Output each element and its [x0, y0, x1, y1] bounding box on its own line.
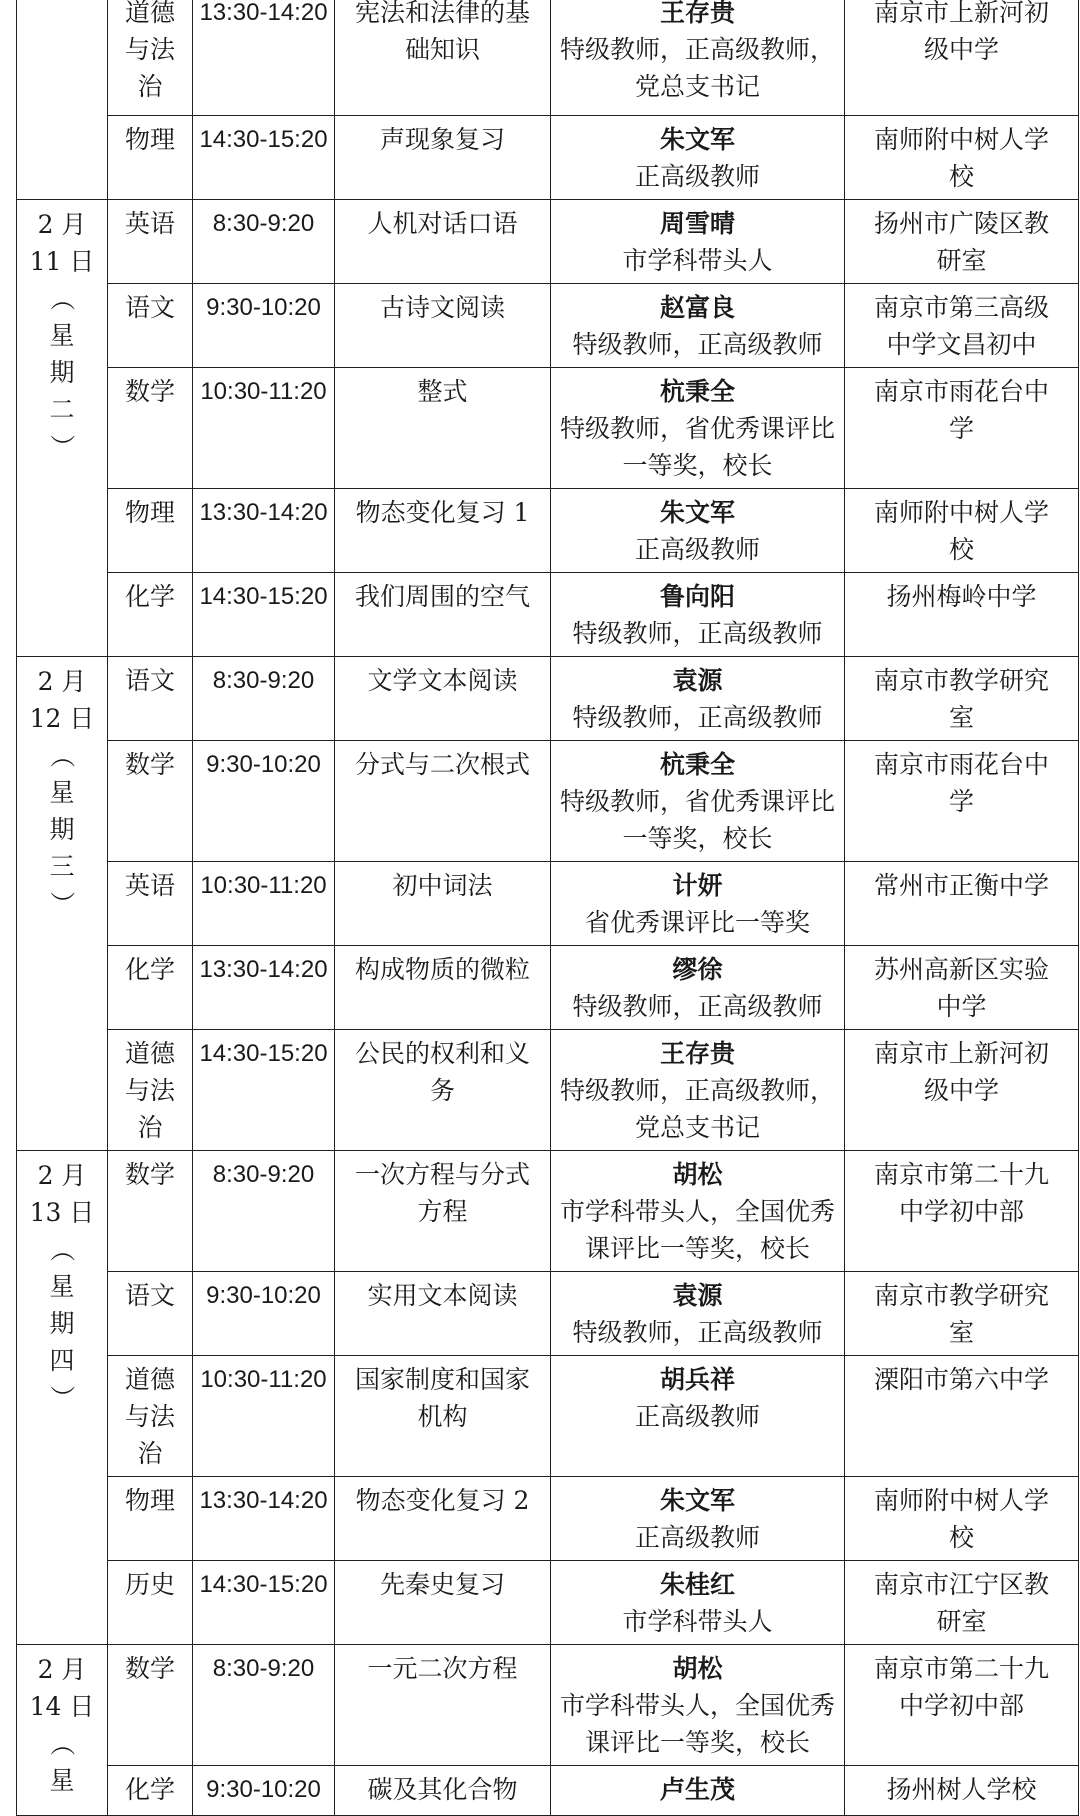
topic-cell: [335, 284, 551, 368]
date-line: 星: [49, 1766, 75, 1795]
date-line: 11 日: [29, 247, 95, 276]
teacher-cell: [551, 1561, 845, 1645]
teacher-title: 正高级教师: [634, 1402, 760, 1431]
subject-text: 道德: [124, 1039, 175, 1068]
date-line: （: [47, 1236, 77, 1262]
school-text: 级中学: [923, 1076, 999, 1105]
subject-cell: [108, 657, 193, 741]
date-line: （: [47, 1730, 77, 1756]
school-text: 校: [948, 162, 974, 191]
topic-text: 国家制度和国家: [354, 1365, 530, 1394]
subject-text: 治: [137, 72, 163, 101]
topic-text: 实用文本阅读: [367, 1281, 518, 1310]
teacher-name: 卢生茂: [659, 1775, 735, 1804]
teacher-title: 课评比一等奖，校长: [584, 1728, 810, 1757]
schedule-row: [17, 1766, 1079, 1816]
teacher-title: 市学科带头人: [622, 246, 773, 275]
date-cell: [17, 0, 108, 200]
teacher-title: 特级教师，正高级教师，: [559, 1076, 835, 1105]
subject-cell: [108, 1561, 193, 1645]
teacher-name: 鲁向阳: [659, 582, 735, 611]
topic-cell: [335, 657, 551, 741]
time-cell: 13:30-14:20: [193, 1477, 335, 1561]
teacher-cell: [551, 1030, 845, 1151]
teacher-name: 缪徐: [672, 955, 723, 984]
topic-text: 务: [429, 1076, 455, 1105]
time-cell: 9:30-10:20: [193, 741, 335, 862]
time-cell: 10:30-11:20: [193, 862, 335, 946]
subject-text: 化学: [124, 1775, 175, 1804]
teacher-title: 省优秀课评比一等奖: [584, 908, 810, 937]
date-line: 13 日: [29, 1198, 95, 1227]
topic-cell: [335, 489, 551, 573]
subject-text: 语文: [124, 666, 175, 695]
time-cell: 14:30-15:20: [193, 573, 335, 657]
teacher-name: 朱桂红: [659, 1570, 735, 1599]
school-text: 南师附中树人学: [873, 1486, 1049, 1515]
date-line: 2 月: [37, 667, 87, 696]
school-cell: [845, 1766, 1079, 1816]
subject-text: 数学: [124, 1654, 175, 1683]
topic-cell: [335, 1645, 551, 1766]
teacher-name: 周雪晴: [659, 209, 735, 238]
topic-text: 宪法和法律的基: [354, 0, 530, 27]
school-text: 学: [948, 787, 974, 816]
date-line: ）: [47, 890, 77, 916]
topic-text: 方程: [417, 1197, 468, 1226]
time-cell: 10:30-11:20: [193, 368, 335, 489]
date-line: 期: [49, 815, 75, 844]
schedule-row: [17, 573, 1079, 657]
teacher-name: 王存贵: [659, 1039, 735, 1068]
subject-text: 语文: [124, 293, 175, 322]
subject-cell: [108, 1477, 193, 1561]
topic-text: 先秦史复习: [379, 1570, 505, 1599]
date-line: 12 日: [29, 704, 95, 733]
school-text: 室: [948, 1318, 974, 1347]
teacher-title: 特级教师，省优秀课评比: [559, 414, 835, 443]
subject-text: 与法: [124, 1402, 175, 1431]
time-cell: 8:30-9:20: [193, 657, 335, 741]
teacher-name: 袁源: [672, 666, 723, 695]
teacher-title: 党总支书记: [634, 1113, 760, 1142]
schedule-row: [17, 1272, 1079, 1356]
schedule-row: [17, 1151, 1079, 1272]
schedule-row: [17, 741, 1079, 862]
school-text: 校: [948, 535, 974, 564]
topic-cell: [335, 1766, 551, 1816]
school-text: 扬州树人学校: [886, 1775, 1037, 1804]
teacher-cell: [551, 116, 845, 200]
subject-cell: [108, 1766, 193, 1816]
topic-text: 构成物质的微粒: [354, 955, 530, 984]
teacher-cell: [551, 489, 845, 573]
school-text: 研室: [936, 246, 987, 275]
date-cell: [17, 1151, 108, 1645]
date-line: 星: [49, 1272, 75, 1301]
school-cell: [845, 284, 1079, 368]
time-cell: 13:30-14:20: [193, 946, 335, 1030]
teacher-title: 特级教师，正高级教师: [572, 619, 823, 648]
subject-text: 数学: [124, 750, 175, 779]
subject-text: 化学: [124, 582, 175, 611]
schedule-row: [17, 1477, 1079, 1561]
time-cell: 13:30-14:20: [193, 489, 335, 573]
teacher-cell: [551, 657, 845, 741]
topic-cell: [335, 1151, 551, 1272]
teacher-cell: [551, 1272, 845, 1356]
date-cell: [17, 200, 108, 657]
topic-cell: [335, 1030, 551, 1151]
date-line: 四: [49, 1346, 75, 1375]
topic-cell: [335, 0, 551, 116]
date-cell: [17, 1645, 108, 1816]
school-cell: [845, 368, 1079, 489]
school-text: 南京市上新河初: [873, 1039, 1049, 1068]
date-line: 2 月: [37, 210, 87, 239]
subject-text: 道德: [124, 1365, 175, 1394]
schedule-row: [17, 116, 1079, 200]
school-cell: [845, 946, 1079, 1030]
time-cell: 14:30-15:20: [193, 1030, 335, 1151]
teacher-cell: [551, 0, 845, 116]
school-cell: [845, 657, 1079, 741]
school-text: 南师附中树人学: [873, 498, 1049, 527]
school-cell: [845, 200, 1079, 284]
teacher-cell: [551, 1151, 845, 1272]
school-text: 研室: [936, 1607, 987, 1636]
teacher-name: 杭秉全: [659, 750, 735, 779]
teacher-name: 胡松: [672, 1654, 723, 1683]
teacher-cell: [551, 368, 845, 489]
subject-text: 英语: [124, 871, 175, 900]
schedule-row: [17, 284, 1079, 368]
subject-text: 历史: [124, 1570, 175, 1599]
teacher-cell: [551, 1477, 845, 1561]
topic-text: 物态变化复习 2: [355, 1486, 530, 1515]
subject-text: 数学: [124, 1160, 175, 1189]
teacher-cell: [551, 200, 845, 284]
school-text: 校: [948, 1523, 974, 1552]
teacher-cell: [551, 1766, 845, 1816]
school-text: 苏州高新区实验: [873, 955, 1049, 984]
topic-cell: [335, 1561, 551, 1645]
teacher-name: 朱文军: [659, 125, 735, 154]
time-cell: 8:30-9:20: [193, 1151, 335, 1272]
subject-cell: [108, 284, 193, 368]
subject-cell: [108, 1356, 193, 1477]
school-cell: [845, 1151, 1079, 1272]
topic-text: 我们周围的空气: [354, 582, 530, 611]
school-text: 扬州市广陵区教: [873, 209, 1049, 238]
teacher-name: 赵富良: [659, 293, 735, 322]
school-text: 中学: [936, 992, 987, 1021]
topic-text: 分式与二次根式: [354, 750, 530, 779]
school-cell: [845, 1645, 1079, 1766]
topic-cell: [335, 862, 551, 946]
date-line: （: [47, 742, 77, 768]
subject-cell: [108, 0, 193, 116]
school-text: 南京市第二十九: [873, 1160, 1049, 1189]
teacher-name: 朱文军: [659, 498, 735, 527]
teacher-name: 计妍: [672, 871, 723, 900]
topic-text: 础知识: [404, 35, 480, 64]
topic-text: 人机对话口语: [367, 209, 518, 238]
schedule-row: [17, 489, 1079, 573]
teacher-cell: [551, 741, 845, 862]
subject-text: 与法: [124, 35, 175, 64]
school-text: 南京市雨花台中: [873, 377, 1049, 406]
subject-cell: [108, 741, 193, 862]
teacher-cell: [551, 284, 845, 368]
topic-text: 古诗文阅读: [379, 293, 505, 322]
school-text: 常州市正衡中学: [873, 871, 1049, 900]
school-text: 中学初中部: [898, 1197, 1024, 1226]
subject-cell: [108, 200, 193, 284]
topic-text: 物态变化复习 1: [355, 498, 530, 527]
date-line: 14 日: [29, 1692, 95, 1721]
time-cell: 8:30-9:20: [193, 1645, 335, 1766]
schedule-row: [17, 200, 1079, 284]
school-cell: [845, 0, 1079, 116]
subject-text: 物理: [124, 125, 175, 154]
school-text: 中学文昌初中: [886, 330, 1037, 359]
topic-cell: [335, 741, 551, 862]
date-line: 星: [49, 778, 75, 807]
date-line: ）: [47, 433, 77, 459]
teacher-name: 袁源: [672, 1281, 723, 1310]
date-line: 三: [49, 852, 75, 881]
subject-text: 治: [137, 1113, 163, 1142]
teacher-title: 特级教师，正高级教师，: [559, 35, 835, 64]
subject-cell: [108, 1151, 193, 1272]
subject-cell: [108, 573, 193, 657]
topic-cell: [335, 200, 551, 284]
topic-cell: [335, 1356, 551, 1477]
school-text: 南京市教学研究: [873, 666, 1049, 695]
teacher-title: 特级教师，正高级教师: [572, 1318, 823, 1347]
subject-text: 物理: [124, 498, 175, 527]
teacher-title: 一等奖，校长: [622, 451, 773, 480]
date-line: ）: [47, 1384, 77, 1410]
topic-text: 初中词法: [392, 871, 493, 900]
date-line: 期: [49, 358, 75, 387]
topic-cell: [335, 116, 551, 200]
teacher-cell: [551, 862, 845, 946]
schedule-body: [17, 0, 1079, 1816]
school-cell: [845, 1272, 1079, 1356]
teacher-cell: [551, 1645, 845, 1766]
school-text: 南京市雨花台中: [873, 750, 1049, 779]
time-cell: 14:30-15:20: [193, 1561, 335, 1645]
time-cell: 9:30-10:20: [193, 1766, 335, 1816]
school-text: 南师附中树人学: [873, 125, 1049, 154]
subject-text: 与法: [124, 1076, 175, 1105]
subject-text: 化学: [124, 955, 175, 984]
teacher-title: 正高级教师: [634, 535, 760, 564]
school-text: 学: [948, 414, 974, 443]
teacher-name: 胡兵祥: [659, 1365, 735, 1394]
topic-cell: [335, 1272, 551, 1356]
schedule-table: [16, 0, 1079, 1816]
teacher-title: 正高级教师: [634, 162, 760, 191]
teacher-cell: [551, 946, 845, 1030]
teacher-title: 特级教师，正高级教师: [572, 330, 823, 359]
school-cell: [845, 1356, 1079, 1477]
school-text: 室: [948, 703, 974, 732]
date-line: 期: [49, 1309, 75, 1338]
subject-text: 语文: [124, 1281, 175, 1310]
subject-cell: [108, 1030, 193, 1151]
subject-cell: [108, 489, 193, 573]
topic-text: 碳及其化合物: [367, 1775, 518, 1804]
teacher-title: 特级教师，省优秀课评比: [559, 787, 835, 816]
time-cell: 8:30-9:20: [193, 200, 335, 284]
subject-text: 数学: [124, 377, 175, 406]
topic-cell: [335, 1477, 551, 1561]
topic-text: 一次方程与分式: [354, 1160, 530, 1189]
school-cell: [845, 116, 1079, 200]
topic-text: 机构: [417, 1402, 468, 1431]
teacher-name: 胡松: [672, 1160, 723, 1189]
school-text: 南京市教学研究: [873, 1281, 1049, 1310]
subject-cell: [108, 368, 193, 489]
subject-text: 物理: [124, 1486, 175, 1515]
subject-text: 治: [137, 1439, 163, 1468]
date-line: 2 月: [37, 1655, 87, 1684]
time-cell: 14:30-15:20: [193, 116, 335, 200]
teacher-title: 市学科带头人，全国优秀: [559, 1691, 835, 1720]
school-cell: [845, 1561, 1079, 1645]
topic-cell: [335, 946, 551, 1030]
topic-text: 整式: [417, 377, 468, 406]
school-text: 南京市江宁区教: [873, 1570, 1049, 1599]
school-text: 南京市上新河初: [873, 0, 1049, 27]
teacher-cell: [551, 1356, 845, 1477]
topic-text: 一元二次方程: [367, 1654, 518, 1683]
school-text: 南京市第二十九: [873, 1654, 1049, 1683]
time-cell: 13:30-14:20: [193, 0, 335, 116]
schedule-row: [17, 1561, 1079, 1645]
schedule-row: [17, 657, 1079, 741]
schedule-row: [17, 368, 1079, 489]
schedule-row: [17, 946, 1079, 1030]
teacher-cell: [551, 573, 845, 657]
time-cell: 10:30-11:20: [193, 1356, 335, 1477]
date-cell: [17, 657, 108, 1151]
teacher-title: 党总支书记: [634, 72, 760, 101]
school-cell: [845, 1030, 1079, 1151]
subject-cell: [108, 1272, 193, 1356]
teacher-title: 课评比一等奖，校长: [584, 1234, 810, 1263]
school-text: 南京市第三高级: [873, 293, 1049, 322]
date-line: 2 月: [37, 1161, 87, 1190]
teacher-title: 特级教师，正高级教师: [572, 703, 823, 732]
date-line: （: [47, 285, 77, 311]
school-cell: [845, 741, 1079, 862]
schedule-row: [17, 1356, 1079, 1477]
topic-cell: [335, 573, 551, 657]
topic-text: 文学文本阅读: [367, 666, 518, 695]
school-cell: [845, 1477, 1079, 1561]
date-line: 星: [49, 321, 75, 350]
schedule-row: [17, 0, 1079, 116]
teacher-name: 朱文军: [659, 1486, 735, 1515]
time-cell: 9:30-10:20: [193, 1272, 335, 1356]
subject-cell: [108, 116, 193, 200]
schedule-row: [17, 1030, 1079, 1151]
school-text: 溧阳市第六中学: [873, 1365, 1049, 1394]
time-cell: 9:30-10:20: [193, 284, 335, 368]
school-text: 中学初中部: [898, 1691, 1024, 1720]
teacher-name: 王存贵: [659, 0, 735, 27]
school-text: 级中学: [923, 35, 999, 64]
school-cell: [845, 862, 1079, 946]
schedule-row: [17, 1645, 1079, 1766]
subject-cell: [108, 946, 193, 1030]
teacher-name: 杭秉全: [659, 377, 735, 406]
subject-text: 英语: [124, 209, 175, 238]
topic-text: 公民的权利和义: [354, 1039, 530, 1068]
teacher-title: 特级教师，正高级教师: [572, 992, 823, 1021]
school-cell: [845, 489, 1079, 573]
subject-text: 道德: [124, 0, 175, 27]
school-text: 扬州梅岭中学: [886, 582, 1037, 611]
subject-cell: [108, 862, 193, 946]
teacher-title: 市学科带头人，全国优秀: [559, 1197, 835, 1226]
teacher-title: 一等奖，校长: [622, 824, 773, 853]
topic-text: 声现象复习: [379, 125, 505, 154]
subject-cell: [108, 1645, 193, 1766]
school-cell: [845, 573, 1079, 657]
date-line: 二: [49, 395, 75, 424]
teacher-title: 市学科带头人: [622, 1607, 773, 1636]
teacher-title: 正高级教师: [634, 1523, 760, 1552]
schedule-row: [17, 862, 1079, 946]
topic-cell: [335, 368, 551, 489]
